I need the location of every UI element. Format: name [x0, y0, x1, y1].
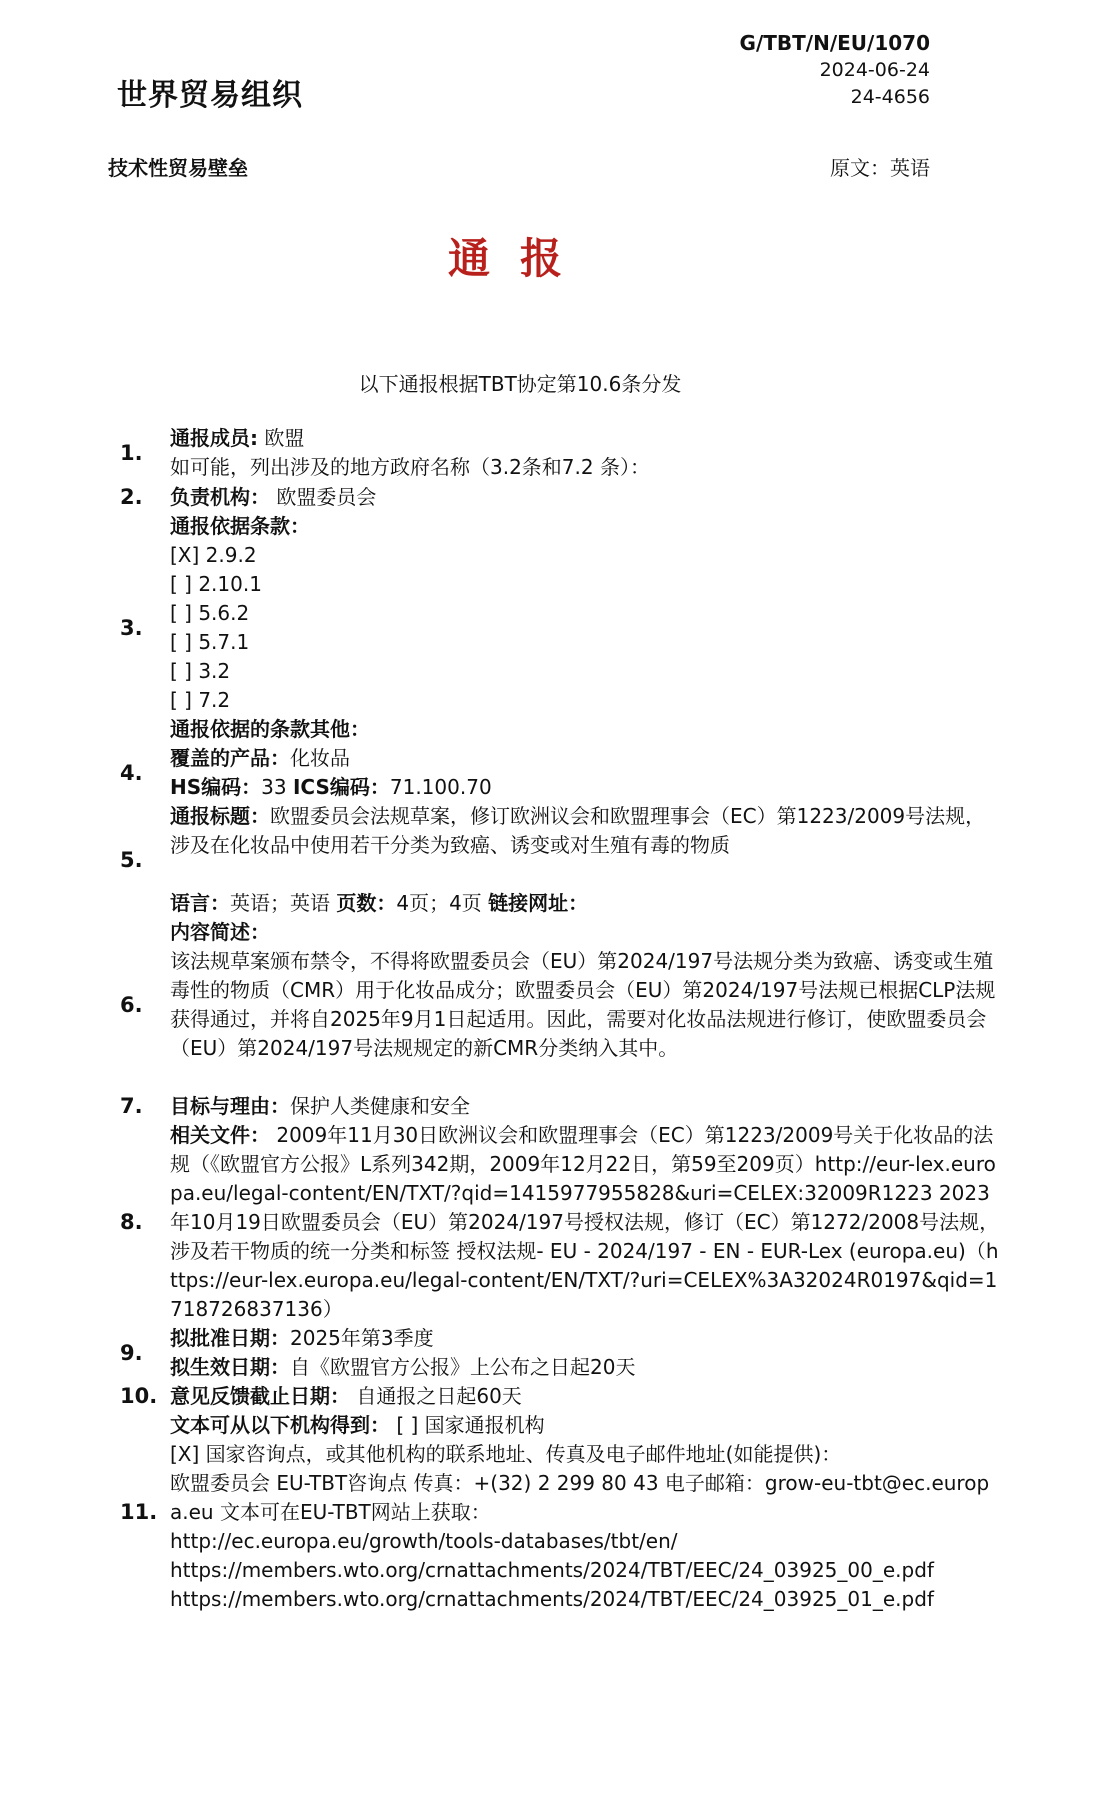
language-label: 语言： [170, 891, 230, 915]
title-text: 欧盟委员会法规草案，修订欧洲议会和欧盟理事会（EC）第1223/2009号法规，涉及在化妆品中使用若干分类为致癌、诱变或对生殖有毒的物质 [170, 804, 986, 857]
item-number: 10. [120, 1384, 158, 1408]
item-title-and-language [120, 802, 1000, 918]
pages-value: 4页；4页 [396, 891, 482, 915]
products-label: 覆盖的产品： [170, 746, 290, 770]
contact-details: 欧盟委员会 EU-TBT咨询点 传真：+(32) 2 299 80 43 电子邮箱：grow-eu-tbt@ec.europa.eu 文本可在EU-TBT网站上获取： [170, 1471, 990, 1524]
item-responsible-agency [120, 483, 1000, 512]
item-dates [120, 1324, 1000, 1382]
products-value: 化妆品 [290, 746, 350, 770]
deadline-label: 意见反馈截止日期： [170, 1384, 350, 1408]
member-value: 欧盟 [264, 426, 305, 450]
item-objective [120, 1092, 1000, 1121]
item-products-covered [120, 744, 1000, 802]
original-language: 原文：英语 [830, 156, 930, 180]
agency-label: 负责机构： [170, 485, 270, 509]
texts-available-label: 文本可从以下机构得到： [170, 1413, 390, 1437]
item-notifying-member [120, 424, 1000, 482]
relevant-documents-label: 相关文件： [170, 1123, 270, 1147]
item-number: 4. [120, 760, 143, 785]
hs-code-value: 33 [261, 775, 287, 799]
article-option: [ ] 7.2 [170, 688, 231, 712]
item-content [170, 1324, 1000, 1382]
article-option: [ ] 2.10.1 [170, 572, 262, 596]
notification-items [120, 424, 1000, 1614]
approval-date-value: 2025年第3季度 [290, 1326, 434, 1350]
item-content [170, 802, 1000, 918]
national-body-option: [ ] 国家通报机构 [396, 1413, 545, 1437]
relevant-documents [170, 1121, 1000, 1324]
hs-code-label: HS编码： [170, 775, 262, 799]
description-text: 该法规草案颁布禁令，不得将欧盟委员会（EU）第2024/197号法规分类为致癌、诱变或生殖毒性的物质（CMR）用于化妆品成分；欧盟委员会（EU）第2024/197号法规已根据CLP法规获得通过，并将自2025年9月1日起适用。因此，需要对化妆品法规进行修订，使欧盟委员会（EU）第2024/197号法规规定的新CMR分类纳入其中。 [170, 949, 996, 1060]
ics-code-value: 71.100.70 [389, 775, 492, 799]
item-number: 5. [120, 847, 143, 872]
item-content [170, 1121, 1000, 1324]
item-number: 3. [120, 615, 143, 640]
article-option: [ ] 5.7.1 [170, 630, 250, 654]
notified-under-other-label: 通报依据的条款其他： [170, 717, 370, 741]
item-content [170, 1092, 1000, 1121]
item-relevant-documents [120, 1121, 1000, 1324]
document-reference [740, 30, 930, 111]
attachment-link[interactable]: https://members.wto.org/crnattachments/2024/TBT/EEC/24_03925_00_e.pdf [170, 1558, 934, 1582]
item-comments-deadline [120, 1382, 1000, 1411]
item-number: 11. [120, 1500, 158, 1524]
item-content [170, 512, 1000, 744]
item-number: 9. [120, 1340, 143, 1365]
item-number: 6. [120, 992, 143, 1017]
ics-code-label: ICS编码： [292, 775, 390, 799]
organization-name: 世界贸易组织 [117, 78, 303, 113]
item-description [120, 918, 1000, 1092]
page-title: 通报 [447, 234, 592, 283]
title-label: 通报标题： [170, 804, 270, 828]
effective-date-value: 自《欧盟官方公报》上公布之日起20天 [290, 1355, 636, 1379]
language-value: 英语；英语 [230, 891, 330, 915]
committee-name: 技术性贸易壁垒 [108, 156, 248, 180]
item-content [170, 918, 1000, 1092]
article-option: [ ] 5.6.2 [170, 601, 250, 625]
agency-value: 欧盟委员会 [276, 485, 377, 509]
notification-title [170, 802, 1000, 860]
local-government-line: 如可能，列出涉及的地方政府名称（3.2条和7.2 条）： [170, 455, 650, 479]
item-content [170, 1382, 1000, 1411]
item-texts-available [120, 1411, 1000, 1614]
objective-label: 目标与理由： [170, 1094, 290, 1118]
item-number: 2. [120, 485, 143, 509]
website-link[interactable]: http://ec.europa.eu/growth/tools-databases/tbt/en/ [170, 1529, 678, 1553]
item-content [170, 744, 1000, 802]
page-subtitle: 以下通报根据TBT协定第10.6条分发 [358, 372, 682, 396]
item-number: 1. [120, 440, 143, 465]
article-option: [X] 2.9.2 [170, 543, 257, 567]
member-line [170, 424, 1000, 453]
relevant-documents-text: 2009年11月30日欧洲议会和欧盟理事会（EC）第1223/2009号关于化妆品的法规（《欧盟官方公报》L系列342期，2009年12月22日，第59至209页）http://eur-lex.europa.eu/legal-content/EN/TXT/?qid=1415977955828&uri=CELEX:32009R1223 2023年10月19日欧盟委员会（EU）第2024/197号授权法规，修订（EC）第1272/2008号法规，涉及若干物质的统一分类和标签 授权法规- EU - 2024/197 - EN - EUR-Lex (europa.eu)（https://eur-lex.europa.eu/legal-content/EN/TXT/?uri=CELEX%3A32024R0197&qid=1718726837136） [170, 1123, 1000, 1321]
item-notified-under [120, 512, 1000, 744]
article-option: [ ] 3.2 [170, 659, 231, 683]
notified-under-label: 通报依据条款： [170, 514, 310, 538]
description-label: 内容简述： [170, 920, 270, 944]
effective-date-label: 拟生效日期： [170, 1355, 290, 1379]
deadline-value: 自通报之日起60天 [356, 1384, 522, 1408]
approval-date-label: 拟批准日期： [170, 1326, 290, 1350]
link-label: 链接网址： [488, 891, 589, 915]
document-symbol: G/TBT/N/EU/1070 [739, 31, 930, 55]
item-content [170, 1411, 1000, 1614]
objective-value: 保护人类健康和安全 [290, 1094, 470, 1118]
item-content [170, 483, 1000, 512]
language-line [170, 889, 1000, 918]
item-number: 7. [120, 1094, 143, 1118]
attachment-link[interactable]: https://members.wto.org/crnattachments/2024/TBT/EEC/24_03925_01_e.pdf [170, 1587, 934, 1611]
pages-label: 页数： [336, 891, 397, 915]
enquiry-point-option: [X] 国家咨询点，或其他机构的联系地址、传真及电子邮件地址(如能提供)： [170, 1442, 842, 1466]
member-label: 通报成员: [170, 426, 258, 450]
document-date: 2024-06-24 [819, 59, 930, 81]
document-number: 24-4656 [850, 86, 930, 108]
item-content [170, 424, 1000, 482]
item-number: 8. [120, 1210, 143, 1234]
